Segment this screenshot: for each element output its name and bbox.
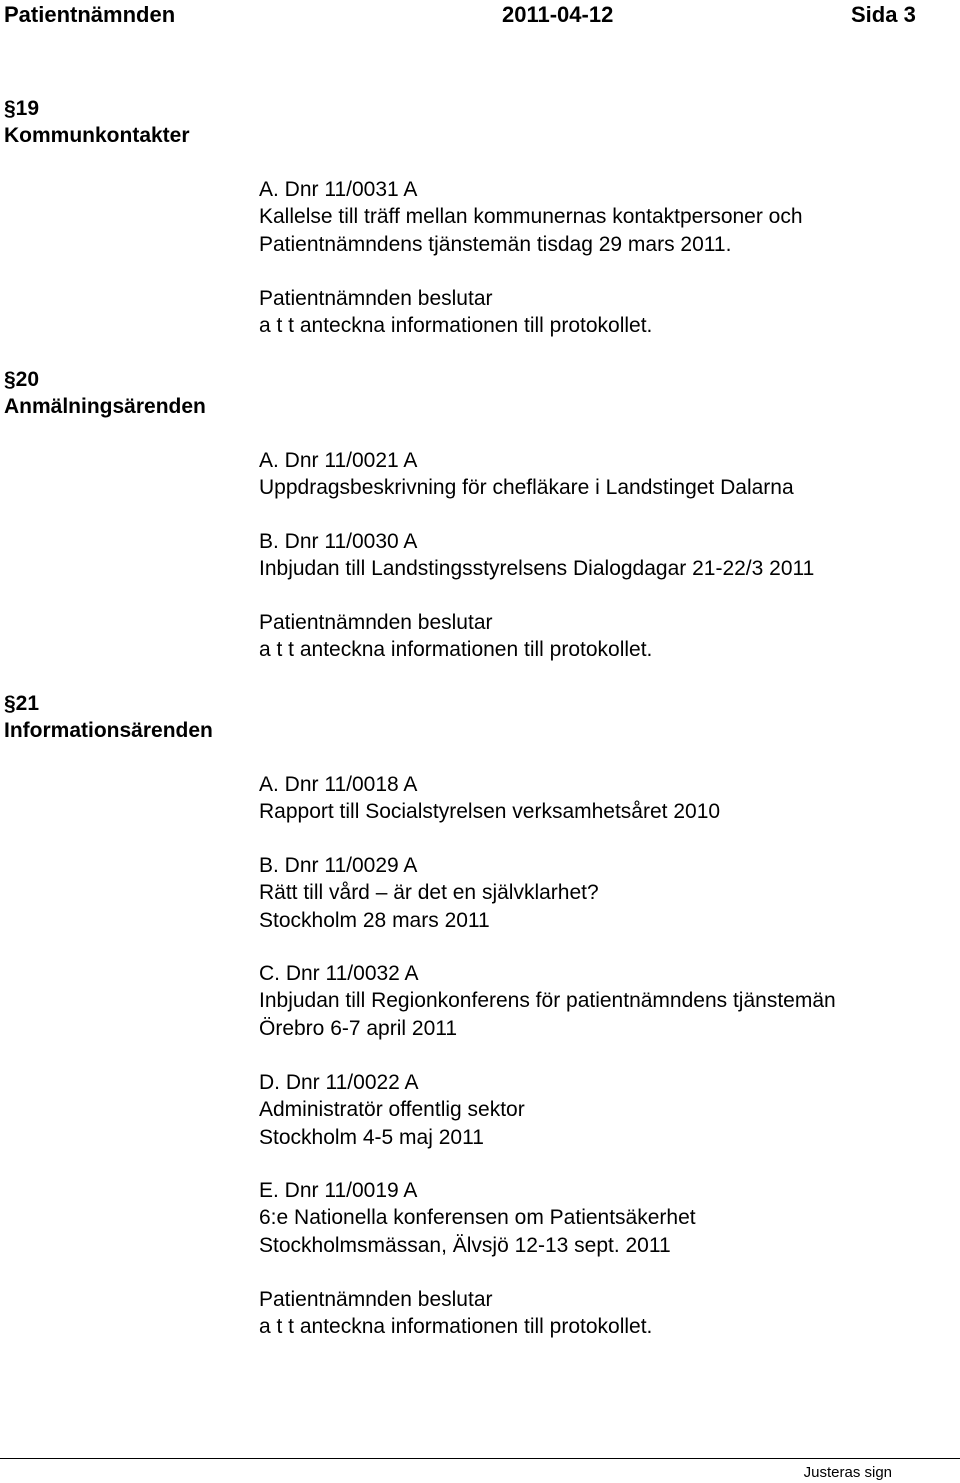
item-dnr: A. Dnr 11/0031 A <box>259 178 418 201</box>
decision-label: Patientnämnden beslutar <box>259 287 493 310</box>
section-21-item-b <box>259 852 599 934</box>
item-dnr: B. Dnr 11/0029 A <box>259 854 418 877</box>
header-org: Patientnämnden <box>4 2 176 27</box>
section-number: §19 <box>4 97 40 120</box>
footer-rule <box>0 1458 960 1459</box>
section-20-item-b <box>259 528 814 583</box>
item-text: Administratör offentlig sektor <box>259 1098 525 1122</box>
header-date: 2011-04-12 <box>502 2 614 27</box>
item-dnr: A. Dnr 11/0021 A <box>259 449 418 472</box>
section-title: Kommunkontakter <box>4 124 190 147</box>
item-text: Stockholm 28 mars 2011 <box>259 908 490 932</box>
item-text: Stockholmsmässan, Älvsjö 12-13 sept. 2011 <box>259 1233 671 1257</box>
item-text: Inbjudan till Regionkonferens för patientnämndens tjänstemän <box>259 989 836 1013</box>
item-dnr: C. Dnr 11/0032 A <box>259 962 419 985</box>
item-text: Stockholm 4-5 maj 2011 <box>259 1125 484 1149</box>
section-19-item-a <box>259 176 803 258</box>
item-text: Patientnämndens tjänstemän tisdag 29 mars 2011. <box>259 232 732 256</box>
section-19-heading <box>4 95 190 149</box>
section-title: Informationsärenden <box>4 719 213 742</box>
section-19-decision <box>259 285 652 340</box>
decision-text: a t t anteckna informationen till protokollet. <box>259 1315 653 1339</box>
item-dnr: E. Dnr 11/0019 A <box>259 1179 418 1202</box>
section-number: §20 <box>4 368 40 391</box>
item-text: Örebro 6-7 april 2011 <box>259 1016 458 1040</box>
item-dnr: B. Dnr 11/0030 A <box>259 530 418 553</box>
decision-text: a t t anteckna informationen till protokollet. <box>259 638 653 662</box>
section-21-item-e <box>259 1177 696 1259</box>
item-text: Rapport till Socialstyrelsen verksamhetsåret 2010 <box>259 800 721 824</box>
item-text: Rätt till vård – är det en självklarhet? <box>259 881 599 905</box>
item-dnr: A. Dnr 11/0018 A <box>259 773 418 796</box>
section-20-heading <box>4 366 206 420</box>
section-21-item-a <box>259 771 720 826</box>
header-page: Sida 3 <box>851 2 916 27</box>
sign-label: Justeras sign <box>803 1464 892 1481</box>
item-text: 6:e Nationella konferensen om Patientsäkerhet <box>259 1206 696 1230</box>
decision-label: Patientnämnden beslutar <box>259 611 493 634</box>
decision-label: Patientnämnden beslutar <box>259 1288 493 1311</box>
item-text: Uppdragsbeskrivning för chefläkare i Landstinget Dalarna <box>259 476 794 500</box>
section-21-decision <box>259 1286 652 1341</box>
section-number: §21 <box>4 692 40 715</box>
section-21-item-c <box>259 960 836 1042</box>
section-21-item-d <box>259 1069 525 1151</box>
decision-text: a t t anteckna informationen till protokollet. <box>259 314 653 338</box>
section-20-decision <box>259 609 652 664</box>
section-21-heading <box>4 690 213 744</box>
item-text: Inbjudan till Landstingsstyrelsens Dialogdagar 21-22/3 2011 <box>259 557 815 581</box>
item-text: Kallelse till träff mellan kommunernas kontaktpersoner och <box>259 205 803 229</box>
item-dnr: D. Dnr 11/0022 A <box>259 1071 419 1094</box>
section-title: Anmälningsärenden <box>4 395 206 418</box>
section-20-item-a <box>259 447 794 502</box>
